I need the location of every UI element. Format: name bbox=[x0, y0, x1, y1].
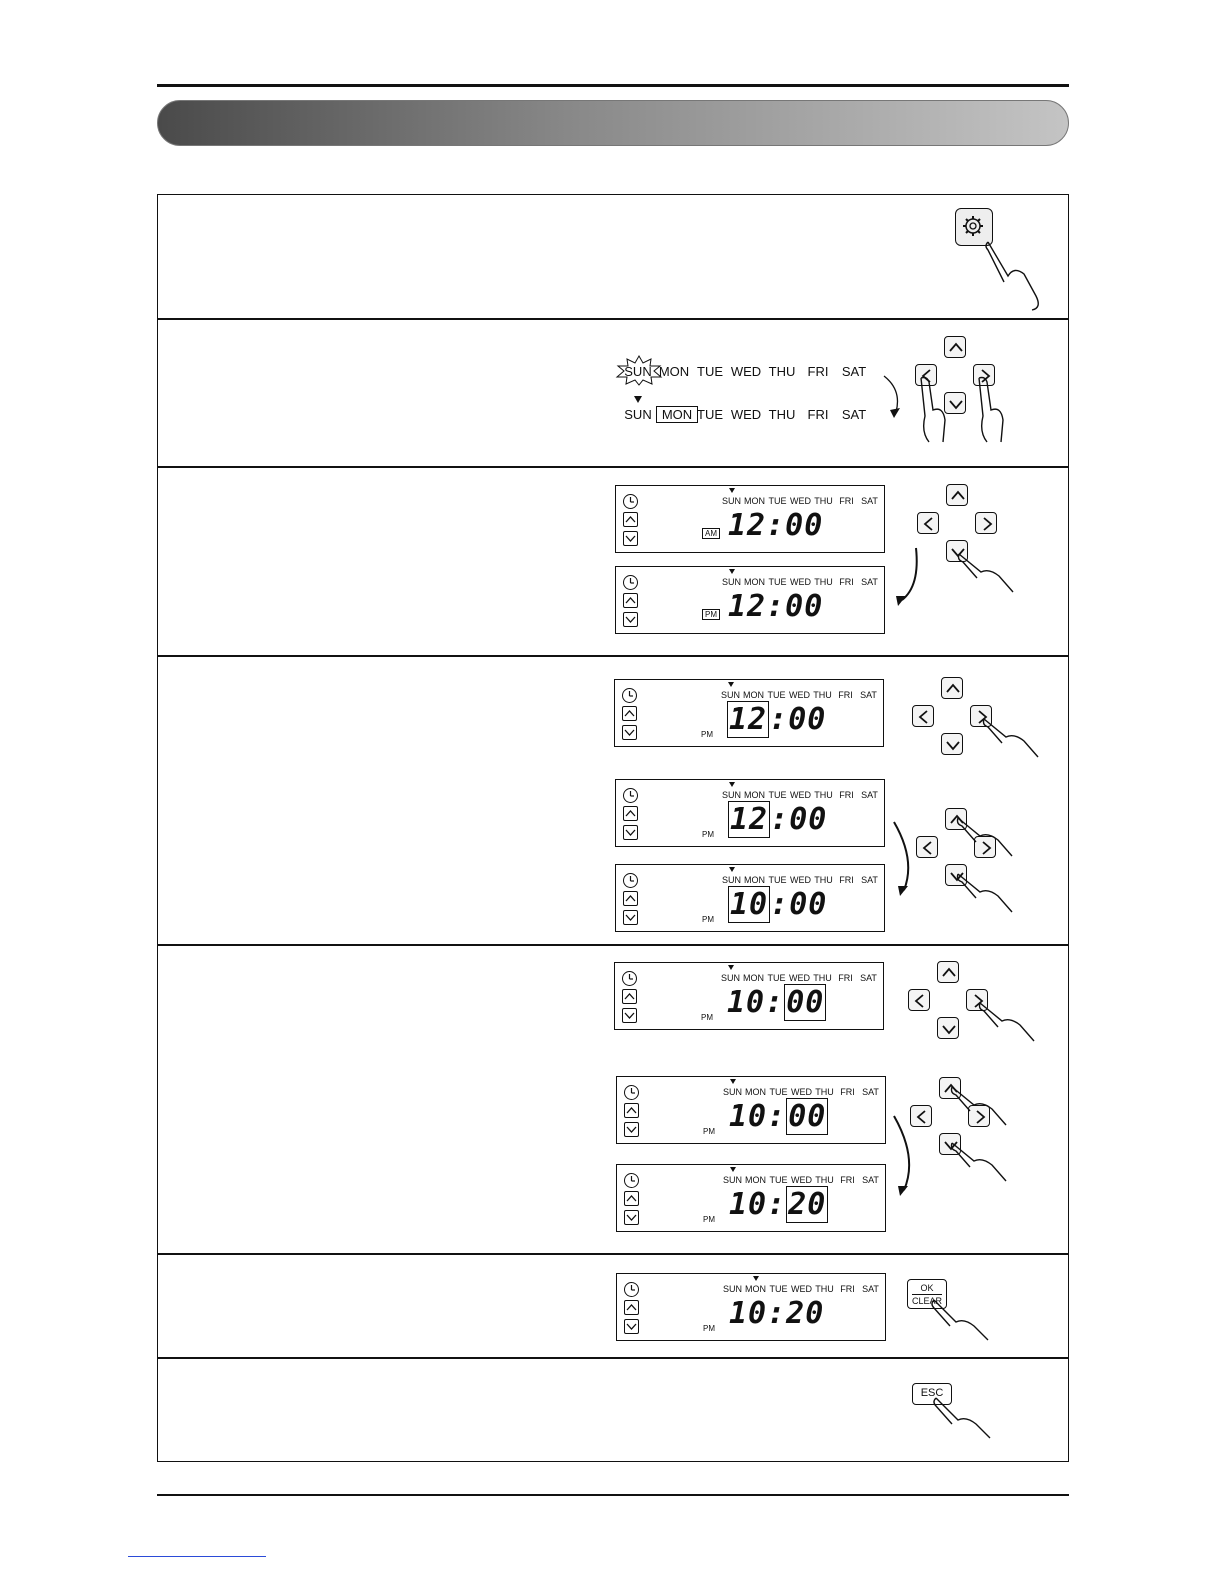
arrow-down-curve-icon bbox=[890, 820, 924, 898]
ampm-indicator: PM bbox=[703, 1127, 715, 1136]
down-arrow-icon bbox=[623, 531, 638, 546]
chevron-up-icon bbox=[942, 678, 962, 698]
section-banner bbox=[157, 100, 1069, 146]
weekday-mon: MON bbox=[743, 973, 764, 983]
arrow-down-curve-icon bbox=[890, 546, 924, 608]
down-arrow-icon bbox=[622, 725, 637, 740]
day-tue: TUE bbox=[697, 364, 723, 379]
weekday-tue: TUE bbox=[769, 1175, 788, 1185]
chevron-up-icon bbox=[947, 485, 967, 505]
day-wed: WED bbox=[730, 407, 762, 422]
day-marker bbox=[730, 1167, 736, 1172]
day-marker bbox=[730, 1079, 736, 1084]
up-arrow-icon bbox=[623, 593, 638, 608]
row-divider bbox=[157, 655, 1069, 657]
weekday-tue: TUE bbox=[769, 1087, 788, 1097]
esc-button[interactable]: ESC bbox=[912, 1383, 952, 1405]
lcd-display bbox=[616, 1164, 886, 1232]
weekday-tue: TUE bbox=[768, 790, 787, 800]
pointing-hand-icon bbox=[956, 870, 1018, 940]
weekday-labels bbox=[721, 1175, 882, 1185]
weekday-sat: SAT bbox=[860, 973, 877, 983]
ampm-indicator: PM bbox=[702, 830, 714, 839]
time-readout: 12:00 bbox=[729, 702, 827, 737]
time-readout: 10:00 bbox=[729, 1099, 827, 1134]
weekday-wed: WED bbox=[790, 790, 811, 800]
up-arrow-icon bbox=[622, 989, 637, 1004]
weekday-sat: SAT bbox=[862, 1175, 879, 1185]
weekday-wed: WED bbox=[791, 1284, 812, 1294]
weekday-sat: SAT bbox=[862, 1284, 879, 1294]
weekday-mon: MON bbox=[745, 1284, 766, 1294]
up-arrow-icon bbox=[622, 706, 637, 721]
day-thu: THU bbox=[768, 364, 796, 379]
day-marker bbox=[753, 1276, 759, 1281]
down-arrow-button[interactable] bbox=[941, 733, 963, 755]
clock-icon bbox=[623, 494, 638, 509]
right-arrow-button[interactable] bbox=[975, 512, 997, 534]
up-arrow-icon bbox=[623, 806, 638, 821]
weekday-tue: TUE bbox=[769, 1284, 788, 1294]
weekday-thu: THU bbox=[814, 790, 833, 800]
weekday-wed: WED bbox=[790, 496, 811, 506]
day-marker bbox=[729, 488, 735, 493]
weekday-wed: WED bbox=[791, 1175, 812, 1185]
weekday-wed: WED bbox=[790, 875, 811, 885]
weekday-mon: MON bbox=[744, 790, 765, 800]
weekday-fri: FRI bbox=[838, 973, 853, 983]
up-arrow-button[interactable] bbox=[937, 961, 959, 983]
up-arrow-button[interactable] bbox=[944, 336, 966, 358]
down-arrow-icon bbox=[624, 1319, 639, 1334]
left-arrow-button[interactable] bbox=[908, 989, 930, 1011]
weekday-fri: FRI bbox=[840, 1175, 855, 1185]
footer-link-underline bbox=[128, 1556, 266, 1557]
weekday-fri: FRI bbox=[839, 577, 854, 587]
weekday-wed: WED bbox=[790, 577, 811, 587]
blink-starburst-icon bbox=[614, 354, 664, 386]
down-arrow-icon bbox=[623, 612, 638, 627]
weekday-sun: SUN bbox=[720, 973, 740, 983]
ok-label: OK bbox=[912, 1282, 942, 1295]
pointing-hand-icon bbox=[980, 236, 1050, 311]
chevron-up-icon bbox=[938, 962, 958, 982]
pointing-hand-icon bbox=[932, 1394, 997, 1444]
weekday-tue: TUE bbox=[767, 690, 786, 700]
ampm-indicator: PM bbox=[703, 1215, 715, 1224]
day-sat: SAT bbox=[841, 407, 867, 422]
time-readout: 10:00 bbox=[730, 887, 828, 922]
arrow-down-curve-icon bbox=[890, 1114, 924, 1198]
pointing-hand-icon bbox=[973, 376, 1035, 446]
weekday-tue: TUE bbox=[768, 577, 787, 587]
clock-icon bbox=[622, 971, 637, 986]
clock-icon bbox=[624, 1085, 639, 1100]
lcd-display bbox=[614, 679, 884, 747]
row-divider bbox=[157, 944, 1069, 946]
weekday-fri: FRI bbox=[840, 1087, 855, 1097]
chevron-left-icon bbox=[918, 513, 938, 533]
time-readout: 12:00 bbox=[728, 508, 824, 543]
ampm-indicator: PM bbox=[701, 1013, 713, 1022]
weekday-sun: SUN bbox=[720, 690, 740, 700]
weekday-sat: SAT bbox=[861, 875, 878, 885]
up-arrow-icon bbox=[624, 1191, 639, 1206]
row-divider bbox=[157, 466, 1069, 468]
chevron-up-icon bbox=[945, 337, 965, 357]
weekday-mon: MON bbox=[745, 1175, 766, 1185]
day-marker bbox=[729, 782, 735, 787]
weekday-wed: WED bbox=[791, 1087, 812, 1097]
up-arrow-button[interactable] bbox=[946, 484, 968, 506]
up-arrow-icon bbox=[623, 512, 638, 527]
left-arrow-button[interactable] bbox=[917, 512, 939, 534]
weekday-labels bbox=[721, 1284, 882, 1294]
weekday-thu: THU bbox=[813, 690, 832, 700]
ampm-indicator: PM bbox=[703, 1324, 715, 1333]
weekday-sun: SUN bbox=[721, 577, 741, 587]
ampm-indicator: PM bbox=[702, 609, 720, 620]
up-arrow-icon bbox=[624, 1300, 639, 1315]
weekday-tue: TUE bbox=[767, 973, 786, 983]
weekday-fri: FRI bbox=[839, 875, 854, 885]
chevron-down-icon bbox=[942, 734, 962, 754]
ampm-indicator: PM bbox=[702, 915, 714, 924]
lcd-display bbox=[615, 485, 885, 553]
ampm-indicator: AM bbox=[702, 528, 720, 539]
weekday-labels bbox=[720, 790, 881, 800]
ampm-indicator: PM bbox=[701, 730, 713, 739]
clock-icon bbox=[622, 688, 637, 703]
row-divider bbox=[157, 318, 1069, 320]
down-arrow-icon bbox=[623, 910, 638, 925]
weekday-sat: SAT bbox=[861, 577, 878, 587]
lcd-display bbox=[615, 864, 885, 932]
clock-icon bbox=[623, 575, 638, 590]
down-arrow-icon bbox=[624, 1122, 639, 1137]
weekday-thu: THU bbox=[814, 496, 833, 506]
lcd-display bbox=[615, 566, 885, 634]
selected-day: MON bbox=[656, 406, 698, 423]
clock-icon bbox=[623, 788, 638, 803]
row-divider bbox=[157, 1357, 1069, 1359]
down-arrow-icon bbox=[624, 1210, 639, 1225]
weekday-thu: THU bbox=[814, 875, 833, 885]
chevron-left-icon bbox=[913, 706, 933, 726]
time-readout: 10:20 bbox=[729, 1296, 825, 1331]
weekday-sat: SAT bbox=[861, 496, 878, 506]
weekday-mon: MON bbox=[743, 690, 764, 700]
day-thu: THU bbox=[768, 407, 796, 422]
weekday-sun: SUN bbox=[721, 875, 741, 885]
pointing-hand-icon bbox=[957, 550, 1019, 620]
clock-icon bbox=[624, 1282, 639, 1297]
chevron-left-icon bbox=[909, 990, 929, 1010]
row-divider bbox=[157, 1253, 1069, 1255]
lcd-display bbox=[614, 962, 884, 1030]
bottom-rule bbox=[157, 1494, 1069, 1496]
time-readout: 10:00 bbox=[727, 985, 825, 1020]
clock-icon bbox=[624, 1173, 639, 1188]
weekday-labels bbox=[720, 496, 881, 506]
weekday-labels bbox=[719, 973, 880, 983]
weekday-thu: THU bbox=[815, 1175, 834, 1185]
time-readout: 12:00 bbox=[730, 802, 828, 837]
down-arrow-icon bbox=[622, 1008, 637, 1023]
weekday-mon: MON bbox=[745, 1087, 766, 1097]
weekday-mon: MON bbox=[744, 875, 765, 885]
pointing-hand-icon bbox=[930, 1296, 995, 1346]
pointing-hand-icon bbox=[978, 999, 1040, 1069]
time-readout: 12:00 bbox=[728, 589, 824, 624]
weekday-thu: THU bbox=[814, 577, 833, 587]
weekday-tue: TUE bbox=[768, 875, 787, 885]
down-arrow-button[interactable] bbox=[937, 1017, 959, 1039]
weekday-labels bbox=[721, 1087, 882, 1097]
down-arrow-icon bbox=[623, 825, 638, 840]
weekday-labels bbox=[720, 577, 881, 587]
day-row-after bbox=[620, 406, 872, 423]
weekday-thu: THU bbox=[813, 973, 832, 983]
weekday-sun: SUN bbox=[721, 496, 741, 506]
weekday-sun: SUN bbox=[721, 790, 741, 800]
chevron-down-icon bbox=[938, 1018, 958, 1038]
chevron-right-icon bbox=[976, 513, 996, 533]
up-arrow-button[interactable] bbox=[941, 677, 963, 699]
day-fri: FRI bbox=[807, 364, 829, 379]
top-rule bbox=[157, 84, 1069, 87]
weekday-sat: SAT bbox=[862, 1087, 879, 1097]
up-arrow-icon bbox=[623, 891, 638, 906]
day-marker bbox=[634, 396, 642, 403]
weekday-mon: MON bbox=[744, 577, 765, 587]
weekday-wed: WED bbox=[789, 973, 810, 983]
weekday-fri: FRI bbox=[840, 1284, 855, 1294]
day-wed: WED bbox=[730, 364, 762, 379]
up-arrow-icon bbox=[624, 1103, 639, 1118]
weekday-sun: SUN bbox=[722, 1087, 742, 1097]
day-fri: FRI bbox=[807, 407, 829, 422]
weekday-fri: FRI bbox=[839, 496, 854, 506]
weekday-labels bbox=[719, 690, 880, 700]
weekday-labels bbox=[720, 875, 881, 885]
day-sat: SAT bbox=[841, 364, 867, 379]
weekday-thu: THU bbox=[815, 1284, 834, 1294]
weekday-mon: MON bbox=[744, 496, 765, 506]
weekday-sat: SAT bbox=[860, 690, 877, 700]
time-readout: 10:20 bbox=[729, 1187, 827, 1222]
pointing-hand-icon bbox=[982, 715, 1044, 785]
arrow-down-curve-icon bbox=[880, 372, 910, 422]
clock-icon bbox=[623, 873, 638, 888]
weekday-sat: SAT bbox=[861, 790, 878, 800]
pointing-hand-icon bbox=[915, 376, 977, 446]
day-tue: TUE bbox=[697, 407, 723, 422]
day-marker bbox=[729, 867, 735, 872]
weekday-sun: SUN bbox=[722, 1284, 742, 1294]
weekday-thu: THU bbox=[815, 1087, 834, 1097]
day-mon: MON bbox=[658, 364, 690, 379]
day-marker bbox=[728, 682, 734, 687]
lcd-display bbox=[616, 1273, 886, 1341]
weekday-fri: FRI bbox=[839, 790, 854, 800]
weekday-fri: FRI bbox=[838, 690, 853, 700]
clear-label: CLEAR bbox=[911, 1296, 942, 1306]
lcd-display bbox=[615, 779, 885, 847]
weekday-wed: WED bbox=[789, 690, 810, 700]
weekday-sun: SUN bbox=[722, 1175, 742, 1185]
weekday-tue: TUE bbox=[768, 496, 787, 506]
day-sun: SUN bbox=[624, 364, 652, 379]
pointing-hand-icon bbox=[950, 1139, 1012, 1209]
day-marker bbox=[729, 569, 735, 574]
day-sun: SUN bbox=[624, 407, 652, 422]
lcd-display bbox=[616, 1076, 886, 1144]
left-arrow-button[interactable] bbox=[912, 705, 934, 727]
day-marker bbox=[728, 965, 734, 970]
